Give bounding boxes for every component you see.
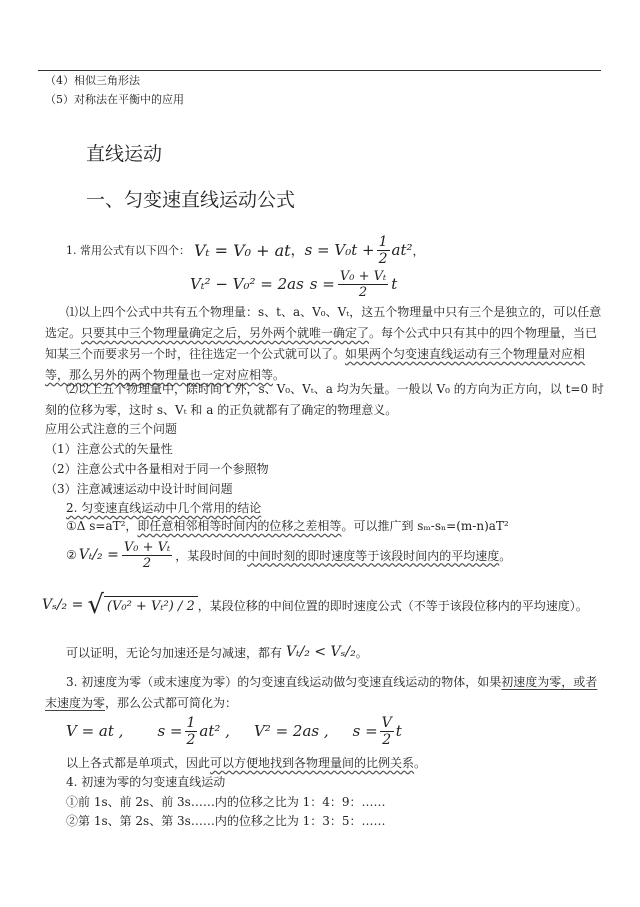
conclusion-3: Vₛ/₂ = √ (V₀² + Vₜ²) / 2 ，某段位移的中间位置的即时速度公式（不等于该段位移内的平均速度）。: [42, 590, 588, 620]
formula-s1-suffix: at²: [391, 241, 413, 259]
p4-item-1: ①前 1s、前 2s、前 3s……内的位移之比为 1：4：9：……: [66, 795, 386, 809]
c2-fraction: $\frac{\text{V₀ + Vₜ}}{2}$: [123, 539, 171, 571]
note-2: （2）注意公式中各量相对于同一个参照物: [45, 462, 269, 476]
p4-item-2: ②第 1s、第 2s、第 3s……内的位移之比为 1：3：5：……: [66, 814, 386, 828]
formula-s1-prefix: s = V₀t +: [304, 241, 375, 259]
toc-item-4: （4）相似三角形法: [45, 74, 140, 87]
formula-s1-half: $\frac{1}{2}$: [378, 233, 388, 267]
formula-s2-suffix: t: [391, 275, 398, 293]
simple-f4-fraction: $\frac{V}{2}$: [381, 714, 392, 748]
notes-title: 应用公式注意的三个问题: [45, 422, 178, 436]
c3-lhs: Vₛ/₂ =: [42, 597, 84, 613]
simple-f2-fraction: $\frac{1}{2}$: [186, 714, 196, 748]
conclusion-2: ② Vₜ/₂ = $\frac{\text{V₀ + Vₜ}}{2}$ ，某段时间的 中间时刻的即时速度等于该段时间内的平均速度 。: [66, 539, 512, 571]
proof-line: 可以证明，无论匀加速还是匀减速，都有 Vₜ/₂ < Vₛ/₂ 。: [66, 644, 368, 660]
formula-vt: Vₜ = V₀ + at: [194, 240, 291, 260]
simple-f4-suffix: t: [395, 722, 402, 740]
section-title: 一、匀变速直线运动公式: [86, 189, 296, 211]
conclusions-title: 2. 匀变速直线运动中几个常用的结论: [66, 501, 262, 515]
c2-lhs: Vₜ/₂ =: [78, 547, 119, 563]
simple-f1: V = at ,: [66, 722, 124, 740]
proof-math: Vₜ/₂ < Vₛ/₂: [286, 644, 356, 660]
paragraph-2: ⑵以上五个物理量中，除时间 t 外，s、V₀、Vₜ、a 均为矢量。一般以 V₀ 的方向为正方向，以 t=0 时刻的位移为零，这时 s、Vₜ 和 a 的正负就都有了确定的物理意义。: [45, 382, 604, 417]
note-3: （3）注意减速运动中设计时间问题: [45, 482, 233, 496]
paragraph-single-term: 以上各式都是单项式，因此可以方便地找到各物理量间的比例关系。: [66, 756, 427, 770]
paragraph-1: ⑴以上四个公式中共有五个物理量：s、t、a、V₀、Vₜ，这五个物理量中只有三个是独立的，可以任意选定。只要其中三个物理量确定之后，另外两个就唯一确定了。每个公式中只有其中的四个物理量，当已知某三个而要求另一个时，往往选定一个公式就可以了。如果两个匀变速直线运动有三个物理量对应相等，那么另外的两个物理量也一定对应相等。: [45, 305, 602, 382]
simple-f2-prefix: s =: [157, 722, 183, 740]
chapter-title: 直线运动: [86, 143, 163, 165]
formulas-intro: 1. 常用公式有以下四个：: [66, 244, 190, 257]
simple-f3: V² = 2as ,: [253, 722, 329, 740]
simple-f4-prefix: s =: [352, 722, 378, 740]
simple-f2-suffix: at² ,: [199, 722, 230, 740]
header-rule: [38, 70, 601, 71]
formula-v2: Vₜ² − V₀² = 2as: [190, 275, 304, 293]
paragraph-3: 3. 初速度为零（或末速度为零）的匀变速直线运动做匀变速直线运动的物体，如果初速度为零，或者末速度为零，那么公式都可简化为：: [45, 675, 598, 710]
simple-formulas: [66, 710, 402, 752]
toc-item-5: （5）对称法在平衡中的应用: [45, 93, 184, 106]
formulas-intro-line: 1. 常用公式有以下四个： Vₜ = V₀ + at ， s = V₀t + $\frac{1}{2}$ at² ，: [66, 233, 425, 267]
conclusion-1: ①Δ s=aT²，即任意相邻相等时间内的位移之差相等。可以推广到 sₘ-sₙ=(m-n)aT²: [66, 519, 509, 533]
p4-title: 4. 初速为零的匀变速直线运动: [66, 775, 226, 789]
formula-line-2: [190, 264, 397, 304]
note-1: （1）注意公式的矢量性: [45, 442, 173, 456]
formula-s2-fraction: $\frac{\text{V₀ + Vₜ}}{2}$: [339, 268, 387, 300]
formula-s2-prefix: s =: [309, 275, 335, 293]
c3-radicand: (V₀² + Vₜ²) / 2: [104, 596, 198, 614]
